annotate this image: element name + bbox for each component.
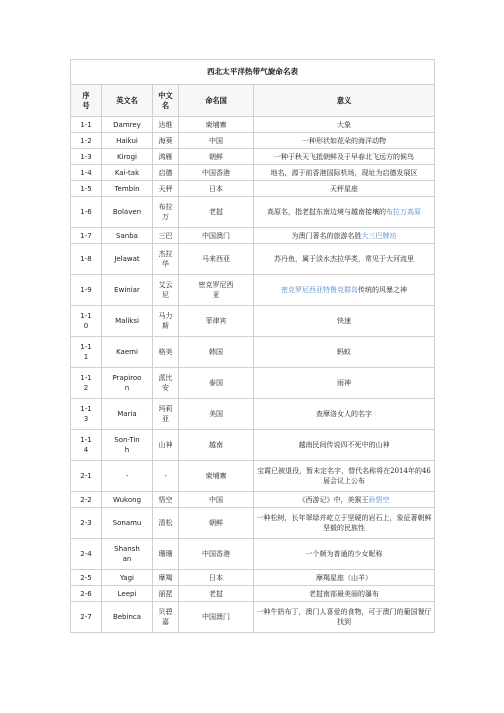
header-seq: 序 号 [71, 85, 102, 117]
header-naming-country: 命名国 [179, 85, 254, 117]
table-row [71, 306, 435, 337]
seq-cell [71, 117, 102, 133]
english-name-cell-line: Kaemi [116, 348, 138, 356]
table-title: 西北太平洋热带气旋命名表 [71, 60, 435, 85]
chinese-name-cell [153, 117, 179, 133]
country-cell-line: 朝鲜 [209, 519, 223, 527]
country-cell [179, 399, 254, 430]
english-name-cell [102, 508, 153, 539]
seq-cell [71, 337, 102, 368]
seq-cell-line: 2-5 [80, 573, 92, 582]
english-name-cell-line: Son-Tin [114, 436, 140, 444]
english-name-cell [102, 275, 153, 306]
chinese-name-cell-line: 亚 [162, 415, 169, 423]
country-cell [179, 133, 254, 149]
chinese-name-cell-line: 斯 [162, 322, 169, 330]
seq-cell-line: 1-1 [80, 436, 92, 444]
english-name-cell-line: Kai-tak [114, 168, 140, 177]
country-cell [179, 275, 254, 306]
chinese-name-cell-line: 三巴 [158, 231, 173, 240]
meaning-cell [254, 368, 435, 399]
chinese-name-cell-line: 贝碧 [158, 608, 173, 616]
country-cell-line: 越南 [209, 441, 223, 449]
seq-cell-line: 1-4 [80, 168, 92, 177]
meaning-link[interactable]: 密克罗尼西亚特鲁克群岛 [281, 286, 359, 294]
country-cell [179, 181, 254, 197]
seq-cell [71, 197, 102, 228]
seq-cell-line: 1-9 [80, 286, 92, 294]
seq-cell [71, 228, 102, 244]
country-cell-line: 中国澳门 [202, 613, 230, 621]
seq-cell-line: 2-6 [80, 589, 92, 598]
seq-cell-line: 2-7 [80, 613, 92, 621]
chinese-name-cell [153, 165, 179, 181]
country-cell [179, 570, 254, 586]
english-name-cell [102, 586, 153, 602]
country-cell [179, 508, 254, 539]
table-row [71, 275, 435, 306]
meaning-cell [254, 244, 435, 275]
meaning-text: 一种松树，长年翠绿并屹立于坚硬的岩石上，象征著朝鲜坚毅的民族性 [256, 514, 432, 532]
chinese-name-cell [153, 399, 179, 430]
english-name-cell [102, 492, 153, 508]
english-name-cell [102, 165, 153, 181]
table-row [71, 508, 435, 539]
english-name-cell [102, 602, 153, 633]
table-row [71, 492, 435, 508]
meaning-text: 雨神 [337, 379, 352, 387]
table-row [71, 430, 435, 461]
table-row [71, 368, 435, 399]
chinese-name-cell [153, 228, 179, 244]
seq-cell-line: 4 [83, 446, 89, 454]
meaning-cell [254, 117, 435, 133]
english-name-cell [102, 181, 153, 197]
english-name-cell-line: Sanba [116, 231, 138, 240]
english-name-cell-line: Leepi [117, 589, 137, 598]
english-name-cell-line: Jelawat [114, 255, 140, 263]
table-row [71, 133, 435, 149]
meaning-cell [254, 570, 435, 586]
chinese-name-cell [153, 602, 179, 633]
table-row [71, 244, 435, 275]
seq-cell-line: 1-1 [80, 120, 92, 129]
country-cell-line: 老挝 [209, 589, 223, 598]
meaning-text: 快速 [337, 317, 352, 325]
chinese-name-cell-line: 山神 [158, 441, 173, 449]
country-cell-line: 美国 [209, 410, 223, 418]
meaning-text: 传统的风暴之神 [358, 286, 408, 294]
seq-cell-line: 0 [83, 322, 89, 330]
chinese-name-cell-line: 杰拉 [158, 250, 173, 258]
seq-cell [71, 306, 102, 337]
english-name-cell-line: Bebinca [112, 613, 142, 621]
meaning-text: 天秤星座 [330, 184, 359, 193]
seq-cell [71, 165, 102, 181]
meaning-text: 一个颇为普通的少女昵称 [305, 550, 383, 558]
country-cell [179, 117, 254, 133]
english-name-cell [102, 228, 153, 244]
meaning-text: 高原名，指老挝东南边境与越南接壤的 [267, 208, 387, 216]
english-name-cell [102, 570, 153, 586]
chinese-name-cell [153, 149, 179, 165]
country-cell-line: 朝鲜 [209, 152, 223, 161]
chinese-name-cell-line: - [164, 472, 167, 480]
chinese-name-cell-line: 清松 [158, 519, 173, 527]
seq-cell [71, 570, 102, 586]
country-cell-line: 密克罗尼西 [198, 281, 234, 289]
chinese-name-cell-line: 鸿雁 [158, 152, 173, 161]
chinese-name-cell [153, 570, 179, 586]
english-name-cell-line: Maliksi [115, 317, 139, 325]
country-cell [179, 461, 254, 492]
country-cell [179, 306, 254, 337]
seq-cell [71, 602, 102, 633]
meaning-text: 一种于秋天飞抵朝鲜及于早春北飞远方的候鸟 [274, 152, 415, 161]
seq-cell [71, 133, 102, 149]
country-cell [179, 244, 254, 275]
header-chinese-name: 中文 名 [153, 85, 179, 117]
meaning-cell [254, 149, 435, 165]
chinese-name-cell [153, 133, 179, 149]
seq-cell-line: 1-3 [80, 152, 92, 161]
country-cell [179, 197, 254, 228]
seq-cell-line: 1 [83, 353, 89, 361]
meaning-text: 地名，源于前香港国际机场，现址为启德发展区 [270, 168, 418, 177]
chinese-name-cell-line: 安 [162, 384, 169, 392]
seq-cell-line: 1-8 [80, 255, 92, 263]
meaning-cell [254, 228, 435, 244]
table-row [71, 228, 435, 244]
table-row [71, 181, 435, 197]
country-cell-line: 泰国 [209, 379, 223, 387]
country-cell-line: 柬埔寨 [205, 472, 227, 480]
chinese-name-cell-line: 丽琵 [158, 589, 173, 598]
english-name-cell-line: Shansh [114, 545, 140, 553]
seq-cell-line: 1-1 [80, 405, 92, 413]
meaning-link[interactable]: 孙悟空 [368, 495, 390, 504]
english-name-cell [102, 399, 153, 430]
seq-cell-line: 1-7 [80, 231, 92, 240]
seq-cell [71, 399, 102, 430]
seq-cell [71, 586, 102, 602]
chinese-name-cell [153, 539, 179, 570]
meaning-cell [254, 539, 435, 570]
chinese-name-cell [153, 368, 179, 399]
country-cell-line: 亚 [212, 291, 220, 299]
chinese-name-cell-line: 尼 [162, 291, 169, 299]
seq-cell [71, 244, 102, 275]
meaning-cell [254, 461, 435, 492]
meaning-text: 摩羯星座（山羊） [316, 573, 373, 582]
country-cell [179, 492, 254, 508]
chinese-name-cell-line: 嘉 [162, 618, 169, 626]
meaning-text: 老挝南部最美丽的瀑布 [309, 589, 380, 598]
chinese-name-cell-line: 珊珊 [158, 550, 173, 558]
table-row [71, 461, 435, 492]
table-row [71, 570, 435, 586]
country-cell-line: 老挝 [209, 208, 223, 216]
seq-cell-line: 1-1 [80, 374, 92, 382]
english-name-cell-line: an [122, 555, 132, 563]
country-cell-line: 中国 [209, 495, 223, 504]
chinese-name-cell-line: 玛莉 [158, 405, 173, 413]
meaning-text: 一种形状如花朵的海洋动物 [302, 136, 387, 145]
seq-cell [71, 149, 102, 165]
chinese-name-cell-line: 华 [162, 260, 169, 268]
english-name-cell [102, 461, 153, 492]
country-cell [179, 149, 254, 165]
document-page [70, 59, 434, 633]
meaning-cell [254, 430, 435, 461]
typhoon-name-table [70, 59, 435, 633]
english-name-cell [102, 149, 153, 165]
seq-cell-line: 1-1 [80, 343, 92, 351]
country-cell-line: 马来西亚 [202, 255, 230, 263]
country-cell [179, 430, 254, 461]
english-name-cell [102, 244, 153, 275]
chinese-name-cell [153, 492, 179, 508]
header-meaning: 意义 [254, 85, 435, 117]
english-name-cell-line: h [124, 446, 130, 454]
table-row [71, 602, 435, 633]
chinese-name-cell [153, 508, 179, 539]
country-cell-line: 中国澳门 [202, 231, 230, 240]
meaning-text: 宝霞已被退役，暂未定名字，替代名称将在2014年的46届会议上公布 [257, 467, 431, 485]
table-row [71, 539, 435, 570]
meaning-cell [254, 508, 435, 539]
english-name-cell-line: Kirogi [117, 152, 137, 161]
english-name-cell-line: Maria [117, 410, 137, 418]
chinese-name-cell-line: 布拉 [158, 203, 173, 211]
meaning-link[interactable]: 大三巴牌坊 [361, 231, 397, 240]
chinese-name-cell [153, 461, 179, 492]
country-cell-line: 中国香港 [202, 550, 230, 558]
english-name-cell [102, 197, 153, 228]
english-name-cell-line: Wukong [112, 495, 142, 504]
chinese-name-cell [153, 586, 179, 602]
header-english-name: 英文名 [102, 85, 153, 117]
english-name-cell [102, 539, 153, 570]
seq-cell-line: 2-3 [80, 519, 92, 527]
meaning-text: 蚂蚁 [337, 348, 352, 356]
country-cell-line: 柬埔寨 [205, 120, 227, 129]
meaning-cell [254, 275, 435, 306]
meaning-cell [254, 337, 435, 368]
english-name-cell [102, 133, 153, 149]
table-row [71, 337, 435, 368]
meaning-link[interactable]: 布拉万高原 [386, 208, 422, 216]
seq-cell-line: 2-4 [80, 550, 92, 558]
table-row [71, 197, 435, 228]
country-cell [179, 165, 254, 181]
meaning-text: 查摩洛女人的名字 [316, 410, 373, 418]
seq-cell [71, 275, 102, 306]
chinese-name-cell [153, 181, 179, 197]
chinese-name-cell-line: 悟空 [158, 495, 173, 504]
country-cell-line: 菲律宾 [205, 317, 227, 325]
chinese-name-cell-line: 天秤 [158, 184, 173, 193]
english-name-cell-line: Tembin [114, 184, 140, 193]
chinese-name-cell [153, 306, 179, 337]
seq-cell [71, 368, 102, 399]
table-row [71, 399, 435, 430]
english-name-cell [102, 117, 153, 133]
meaning-text: 一种牛奶布丁，澳门人喜爱的食物，可于澳门的葡国餐厅找到 [256, 608, 432, 626]
meaning-cell [254, 197, 435, 228]
chinese-name-cell-line: 海葵 [158, 136, 173, 145]
meaning-cell [254, 181, 435, 197]
meaning-text: 苏丹鱼，属于淡水杰拉华类，常见于大河流里 [274, 255, 415, 263]
english-name-cell-line: Yagi [120, 573, 134, 582]
seq-cell [71, 539, 102, 570]
english-name-cell-line: Prapiroo [112, 374, 142, 382]
country-cell [179, 228, 254, 244]
table-row [71, 165, 435, 181]
chinese-name-cell-line: 艾云 [158, 281, 173, 289]
country-cell-line: 日本 [209, 573, 223, 582]
chinese-name-cell-line: 格美 [158, 348, 173, 356]
chinese-name-cell-line: 启德 [158, 168, 173, 177]
meaning-text: 《西游记》中，美猴王 [298, 495, 369, 504]
meaning-text: 为澳门著名的旅游名胜 [291, 231, 362, 240]
seq-cell-line: 2 [83, 384, 89, 392]
english-name-cell [102, 368, 153, 399]
seq-cell [71, 181, 102, 197]
country-cell-line: 中国香港 [202, 168, 230, 177]
seq-cell-line: 1-1 [80, 312, 92, 320]
seq-cell-line: 3 [83, 415, 89, 423]
english-name-cell-line: Damrey [113, 120, 141, 129]
country-cell [179, 586, 254, 602]
chinese-name-cell-line: 达维 [158, 120, 173, 129]
chinese-name-cell [153, 275, 179, 306]
meaning-cell [254, 165, 435, 181]
seq-cell [71, 461, 102, 492]
chinese-name-cell [153, 430, 179, 461]
seq-cell-line: 2-1 [80, 472, 92, 480]
english-name-cell-line: - [125, 472, 129, 480]
meaning-cell [254, 133, 435, 149]
chinese-name-cell-line: 马力 [158, 312, 173, 320]
table-row [71, 117, 435, 133]
meaning-text: 越南民间传说四不死中的山神 [298, 441, 390, 449]
country-cell-line: 中国 [209, 136, 223, 145]
english-name-cell-line: Haikui [116, 136, 138, 145]
seq-cell [71, 508, 102, 539]
chinese-name-cell-line: 万 [162, 213, 169, 221]
meaning-text: 大象 [337, 120, 352, 129]
meaning-cell [254, 586, 435, 602]
country-cell [179, 539, 254, 570]
country-cell-line: 韩国 [209, 348, 223, 356]
seq-cell [71, 492, 102, 508]
chinese-name-cell-line: 摩羯 [158, 573, 173, 582]
table-row [71, 149, 435, 165]
english-name-cell [102, 306, 153, 337]
table-body [71, 117, 435, 633]
meaning-cell [254, 306, 435, 337]
country-cell-line: 日本 [209, 184, 223, 193]
meaning-cell [254, 492, 435, 508]
meaning-cell [254, 399, 435, 430]
chinese-name-cell [153, 337, 179, 368]
english-name-cell-line: Bolaven [112, 208, 142, 216]
country-cell [179, 368, 254, 399]
chinese-name-cell [153, 197, 179, 228]
seq-cell-line: 1-5 [80, 184, 92, 193]
chinese-name-cell-line: 派比 [158, 374, 173, 382]
english-name-cell-line: n [124, 384, 130, 392]
english-name-cell-line: Ewiniar [114, 286, 140, 294]
table-row [71, 586, 435, 602]
seq-cell-line: 1-6 [80, 208, 92, 216]
meaning-cell [254, 602, 435, 633]
english-name-cell [102, 430, 153, 461]
country-cell [179, 337, 254, 368]
chinese-name-cell [153, 244, 179, 275]
seq-cell [71, 430, 102, 461]
seq-cell-line: 2-2 [80, 495, 92, 504]
country-cell [179, 602, 254, 633]
english-name-cell-line: Sonamu [112, 519, 142, 527]
seq-cell-line: 1-2 [80, 136, 92, 145]
english-name-cell [102, 337, 153, 368]
